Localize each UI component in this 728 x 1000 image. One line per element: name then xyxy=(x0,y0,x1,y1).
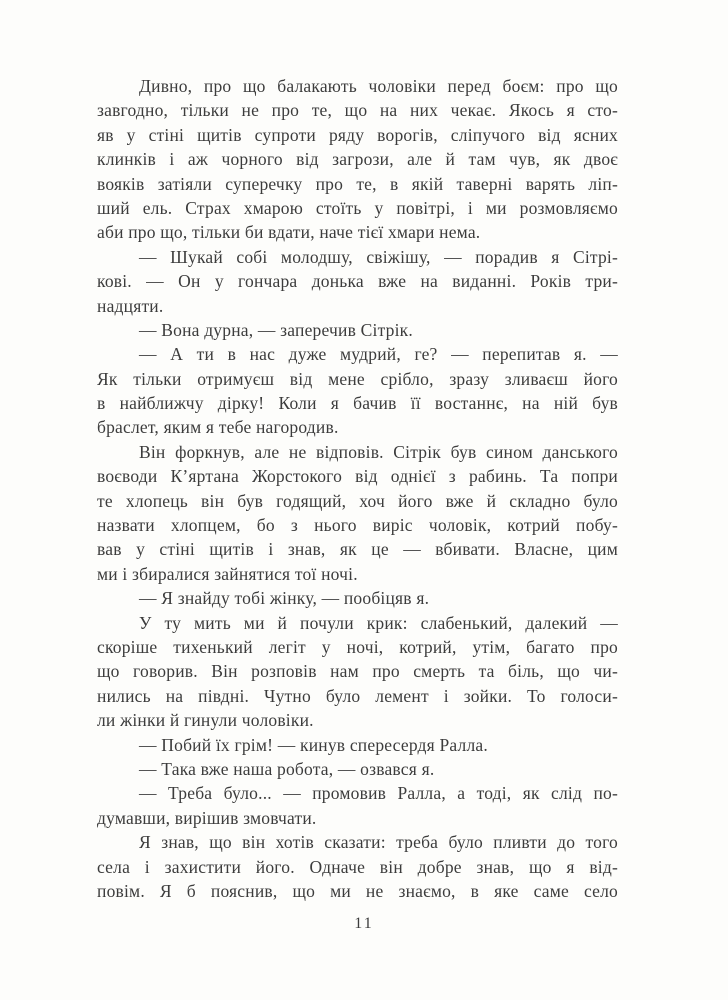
text-line: Він форкнув, але не відповів. Сітрік був сином данського xyxy=(139,441,618,462)
text-line: яв у стіні щитів супроти ряду ворогів, сліпучого від ясних xyxy=(97,124,618,145)
text-line: Я знав, що він хотів сказати: треба було пливти до того xyxy=(139,832,618,853)
text-block xyxy=(97,74,618,903)
text-line: Дивно, про що балакають чоловіки перед боєм: про що xyxy=(139,76,618,96)
text-line: що говорив. Він розповів нам про смерть та біль, що чи- xyxy=(97,661,618,682)
text-line: — Побий їх грім! — кинув спересердя Ралла. xyxy=(139,734,488,755)
text-line: повім. Я б пояснив, що ми не знаємо, в яке саме село xyxy=(97,880,618,901)
text-line: вояків затіяли суперечку про те, в якій таверні варять ліп- xyxy=(97,173,618,194)
text-line: — Вона дурна, — заперечив Сітрік. xyxy=(139,319,413,340)
text-line: в найближчу дірку! Коли я бачив її востаннє, на ній був xyxy=(97,393,618,414)
text-line: ли жінки й гинули чоловіки. xyxy=(97,710,314,731)
text-line: — Така вже наша робота, — озвався я. xyxy=(139,758,435,779)
text-line: завгодно, тільки не про те, що на них чекає. Якось я сто- xyxy=(97,100,618,121)
text-line: ший ель. Страх хмарою стоїть у повітрі, і ми розмовляємо xyxy=(97,197,618,218)
text-line: аби про що, тільки би вдати, наче тієї хмари нема. xyxy=(97,222,481,243)
text-line: надцяти. xyxy=(97,295,164,316)
text-line: думавши, вирішив змовчати. xyxy=(97,807,317,828)
text-line: браслет, яким я тебе нагородив. xyxy=(97,417,339,438)
text-line: У ту мить ми й почули крик: слабенький, далекий — xyxy=(139,612,618,633)
text-line: те хлопець він був годящий, хоч його вже й складно було xyxy=(97,490,618,511)
text-line: — Я знайду тобі жінку, — пообіцяв я. xyxy=(139,588,430,609)
page-number: 11 xyxy=(354,915,374,932)
text-line: нились на півдні. Чутно було лемент і зойки. То голоси- xyxy=(97,685,618,706)
text-line: кові. — Он у гончара донька вже на виданні. Років три- xyxy=(97,271,618,292)
text-line: воєводи К’яртана Жорстокого від однієї з рабинь. Та попри xyxy=(97,466,618,487)
text-line: — А ти в нас дуже мудрий, ге? — перепитав я. — xyxy=(139,344,618,365)
text-line: — Треба було... — промовив Ралла, а тоді, як слід по- xyxy=(139,783,618,804)
text-line: села і захистити його. Одначе він добре знав, що я від- xyxy=(97,856,618,877)
text-line: Як тільки отримуєш від мене срібло, зразу зливаєш його xyxy=(97,368,618,389)
text-line: клинків і аж чорного від загрози, але й там чув, як двоє xyxy=(97,149,618,170)
text-line: скоріше тихенький легіт у ночі, котрий, утім, багато про xyxy=(97,636,618,657)
text-line: — Шукай собі молодшу, свіжішу, — порадив я Сітрі- xyxy=(139,246,618,267)
text-line: назвати хлопцем, бо з нього виріс чоловік, котрий побу- xyxy=(97,515,618,536)
text-line: ми і збиралися зайнятися тої ночі. xyxy=(97,563,358,584)
text-line: вав у стіні щитів і знав, як це — вбивати. Власне, цим xyxy=(97,539,618,560)
